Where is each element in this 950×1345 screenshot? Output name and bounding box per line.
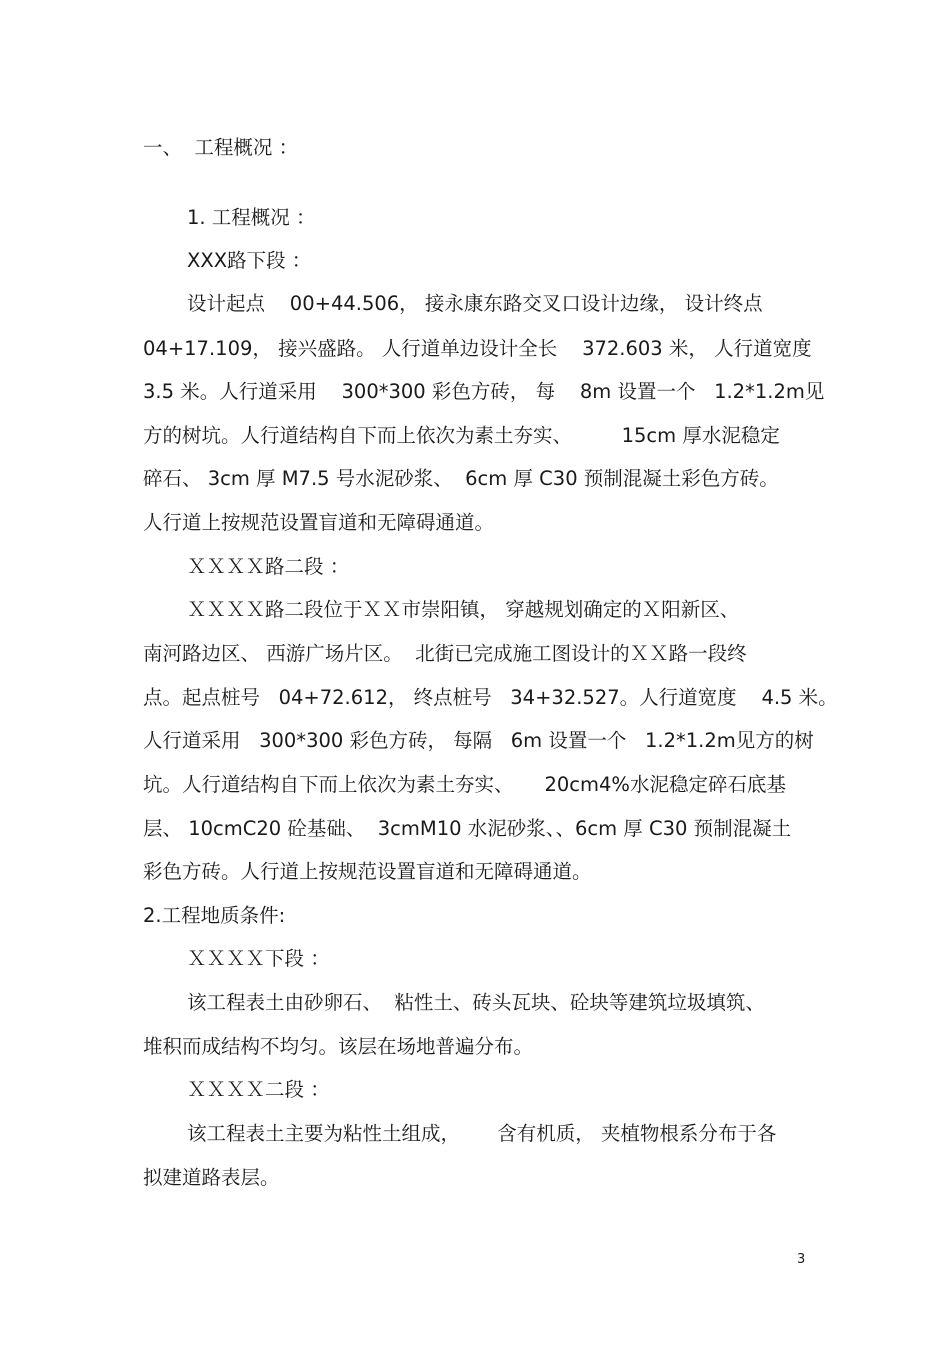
paragraph-line: 碎石、 3cm 厚 M7.5 号水泥砂浆、 6cm 厚 C30 预制混凝土彩色方砖。	[143, 467, 779, 490]
paragraph-line: 南河路边区、 西游广场片区。 北街已完成施工图设计的ＸＸ路一段终	[143, 642, 747, 665]
paragraph-line: 该工程表土主要为粘性土组成， 含有机质， 夹植物根系分布于各	[187, 1122, 777, 1145]
paragraph-title: ＸＸＸＸ下段 ：	[187, 947, 330, 970]
paragraph-line: 堆积而成结构不均匀。该层在场地普遍分布。	[143, 1035, 534, 1058]
paragraph-line: 方的树坑。人行道结构自下而上依次为素土夯实、 15cm 厚水泥稳定	[143, 424, 780, 447]
subsection-heading: 2.工程地质条件:	[143, 904, 286, 927]
paragraph-line: ＸＸＸＸ路二段位于ＸＸ市崇阳镇， 穿越规划确定的Ｘ阳新区、	[187, 598, 740, 621]
paragraph-line: 彩色方砖。人行道上按规范设置盲道和无障碍通道。	[143, 860, 592, 883]
page-number: 3	[797, 1252, 806, 1267]
section-heading: 一、 工程概况 ：	[143, 136, 299, 159]
paragraph-title: ＸＸＸＸ二段 ：	[187, 1078, 330, 1101]
paragraph-line: 3.5 米。人行道采用 300*300 彩色方砖， 每 8m 设置一个 1.2*1.2m见	[143, 380, 825, 403]
paragraph-line: 04+17.109， 接兴盛路。 人行道单边设计全长 372.603 米， 人行道宽度	[143, 337, 812, 360]
paragraph-line: 拟建道路表层。	[143, 1166, 280, 1189]
paragraph-line: 人行道采用 300*300 彩色方砖， 每隔 6m 设置一个 1.2*1.2m见方的树	[143, 729, 814, 752]
paragraph-line: 点。起点桩号 04+72.612， 终点桩号 34+32.527。人行道宽度 4.5 米。	[143, 686, 838, 709]
paragraph-line: 人行道上按规范设置盲道和无障碍通道。	[143, 511, 495, 534]
paragraph-title: ＸＸＸＸ路二段 ：	[187, 555, 350, 578]
paragraph-line: 坑。人行道结构自下而上依次为素土夯实、 20cm4%水泥稳定碎石底基	[143, 773, 786, 796]
paragraph-line: 该工程表土由砂卵石、 粘性土、砖头瓦块、砼块等建筑垃圾填筑、	[187, 991, 765, 1014]
subsection-heading: 1. 工程概况 ：	[187, 206, 316, 229]
paragraph-title: XXX路下段 ：	[187, 249, 312, 272]
paragraph-line: 层、 10cmC20 砼基础、 3cmM10 水泥砂浆、、6cm 厚 C30 预制混凝土	[143, 817, 792, 840]
paragraph-line: 设计起点 00+44.506， 接永康东路交叉口设计边缘， 设计终点	[187, 292, 763, 315]
